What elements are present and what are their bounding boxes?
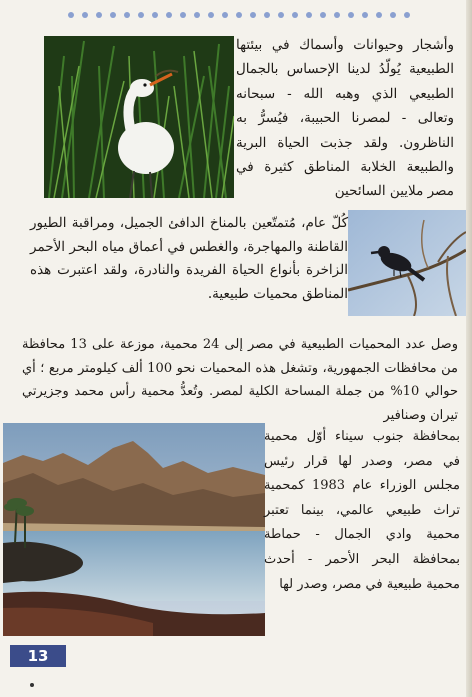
header-dot bbox=[292, 12, 298, 18]
header-dot bbox=[320, 12, 326, 18]
header-dot bbox=[180, 12, 186, 18]
header-dot bbox=[166, 12, 172, 18]
page-number-badge bbox=[10, 645, 66, 667]
header-dot bbox=[362, 12, 368, 18]
header-dot bbox=[376, 12, 382, 18]
header-dot bbox=[236, 12, 242, 18]
print-speck bbox=[30, 683, 34, 687]
header-dot bbox=[194, 12, 200, 18]
header-dot bbox=[264, 12, 270, 18]
paragraph-reserves-count: وصل عدد المحميات الطبيعية في مصر إلى 24 محمية، موزعة على 13 محافظة من محافظات الجمهورية، وتشغل هذه المحميات نحو 100 ألف كيلومتر مربع ؛ أي حوالي 10% من جملة المساحة الكلية لمصر. وتُعدُّ محمية رأس محمد وجزيرتي تيران وصنافير bbox=[22, 337, 458, 423]
header-dot bbox=[404, 12, 410, 18]
header-dot bbox=[110, 12, 116, 18]
header-dot bbox=[82, 12, 88, 18]
header-dot bbox=[222, 12, 228, 18]
header-dot bbox=[334, 12, 340, 18]
page-number: 13 bbox=[27, 647, 49, 665]
sea-and-mountains-photo bbox=[3, 423, 265, 636]
header-dot bbox=[138, 12, 144, 18]
paragraph-tourism: كُلّ عام، مُتمتّعين بالمناخ الدافئ الجميل، ومراقبة الطيور القاطنة والمهاجرة، والغطس في أعماق مياه البحر الأحمر الزاخرة بأنواع الحياة الفريدة والنادرة، ولقد اعتبرت هذه المناطق محميات طبيعية. bbox=[30, 215, 348, 302]
crow-on-branch-photo bbox=[348, 210, 466, 316]
header-dot bbox=[96, 12, 102, 18]
header-dot bbox=[250, 12, 256, 18]
header-dot bbox=[152, 12, 158, 18]
header-dot bbox=[306, 12, 312, 18]
paragraph-intro: وأشجار وحيوانات وأسماك في بيئتها الطبيعية يُولّدُ لدينا الإحساس بالجمال الطبيعي الذي وهبه الله - سبحانه وتعالى - لمصرنا الحبيبة، فيُسرُّ به الناظرون. ولقد جذبت الحياة البرية والطبيعة الخلابة المناطق كثيرة في مصر ملايين السائحين bbox=[236, 37, 454, 200]
header-dot bbox=[68, 12, 74, 18]
header-dot bbox=[348, 12, 354, 18]
header-dot bbox=[208, 12, 214, 18]
page-edge-shadow bbox=[466, 0, 472, 697]
egret-in-grass-photo bbox=[44, 36, 234, 198]
paragraph-first-reserve: بمحافظة جنوب سيناء أوّل محمية في مصر، وصدر لها قرار رئيس مجلس الوزراء عام 1983 كمحمية تراث طبيعي عالمي، بينما تعتبر محمية وادي الجمال - حماطة بمحافظة البحر الأحمر - أحدث محمية طبيعية في مصر، وصدر لها bbox=[264, 429, 460, 592]
header-dot-row bbox=[68, 12, 410, 18]
header-dot bbox=[124, 12, 130, 18]
header-dot bbox=[278, 12, 284, 18]
header-dot bbox=[390, 12, 396, 18]
